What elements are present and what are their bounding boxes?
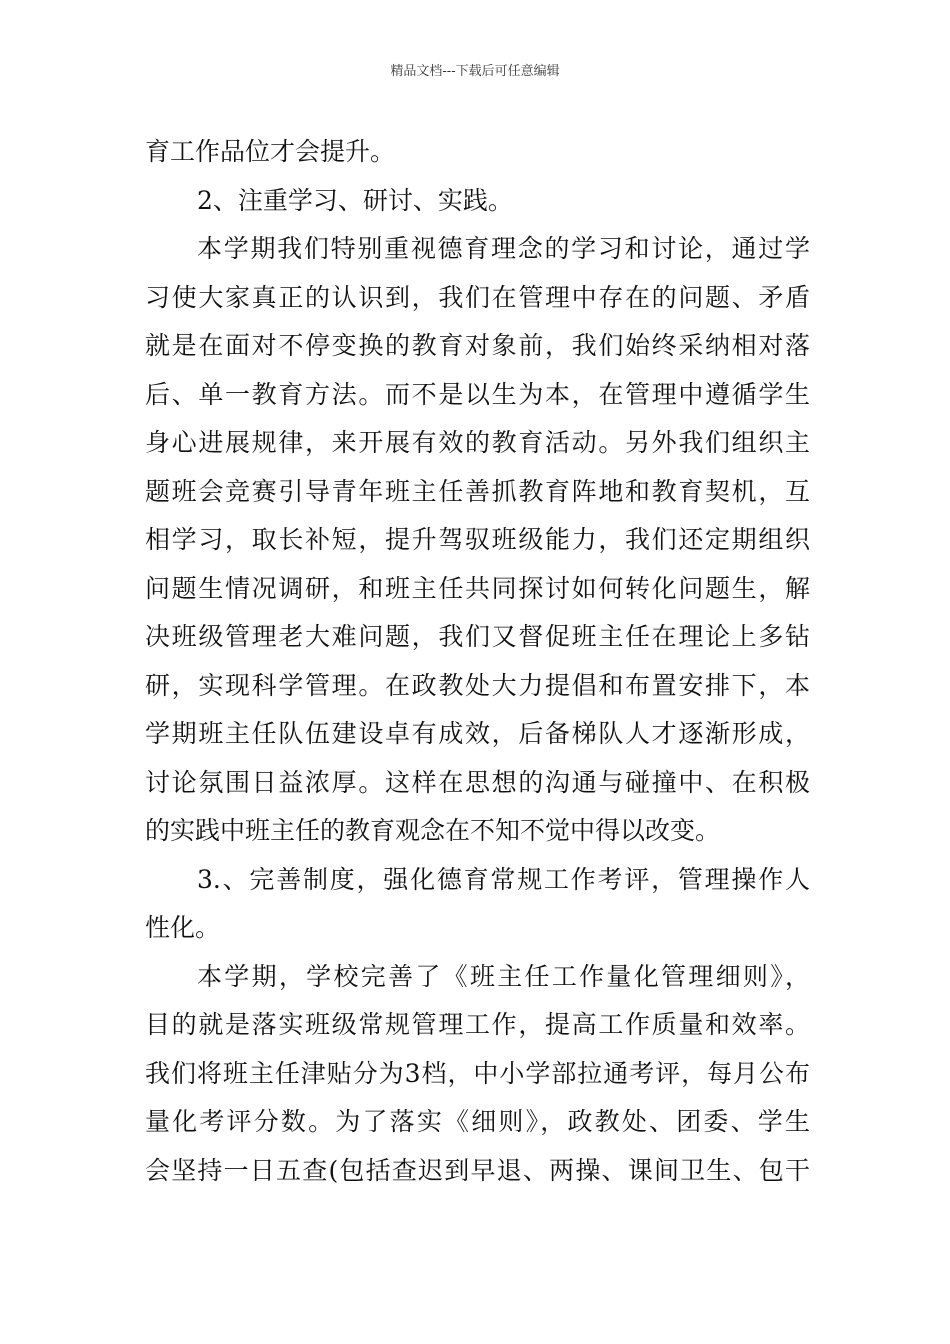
body-line: 目的就是落实班级常规管理工作，提高工作质量和效率。 — [145, 1010, 810, 1039]
paragraph-first-line: 本学期我们特别重视德育理念的学习和讨论，通过学 — [197, 234, 810, 263]
body-line: 量化考评分数。为了落实《细则》，政教处、团委、学生 — [145, 1107, 810, 1136]
document-body — [145, 128, 810, 1195]
section-heading-continued: 性化。 — [145, 913, 221, 942]
page-header: 精品文档---下载后可任意编辑 — [390, 64, 560, 79]
body-line: 的实践中班主任的教育观念在不知不觉中得以改变。 — [145, 816, 721, 845]
section-heading: 2、注重学习、研讨、实践。 — [197, 185, 513, 215]
body-line: 决班级管理老大难问题，我们又督促班主任在理论上多钻 — [145, 622, 810, 651]
body-line: 就是在面对不停变换的教育对象前，我们始终采纳相对落 — [145, 331, 810, 360]
paragraph-first-line: 本学期，学校完善了《班主任工作量化管理细则》， — [197, 961, 810, 991]
body-line: 育工作品位才会提升。 — [145, 137, 396, 166]
body-line: 习使大家真正的认识到，我们在管理中存在的问题、矛盾 — [145, 282, 810, 312]
section-heading: 3.、完善制度，强化德育常规工作考评，管理操作人 — [197, 864, 810, 894]
body-line: 身心进展规律，来开展有效的教育活动。另外我们组织主 — [145, 428, 810, 457]
body-line: 学期班主任队伍建设卓有成效，后备梯队人才逐渐形成， — [145, 719, 810, 748]
body-line: 我们将班主任津贴分为3档，中小学部拉通考评，每月公布 — [145, 1058, 810, 1088]
body-line: 讨论氛围日益浓厚。这样在思想的沟通与碰撞中、在积极 — [145, 767, 810, 797]
body-line: 后、单一教育方法。而不是以生为本，在管理中遵循学生 — [145, 379, 810, 409]
body-line: 题班会竞赛引导青年班主任善抓教育阵地和教育契机，互 — [145, 476, 810, 506]
body-line: 会坚持一日五查(包括查迟到早退、两操、课间卫生、包干 — [145, 1155, 810, 1185]
body-line: 问题生情况调研，和班主任共同探讨如何转化问题生，解 — [145, 573, 810, 603]
body-line: 相学习，取长补短，提升驾驭班级能力，我们还定期组织 — [145, 525, 810, 554]
body-line: 研，实现科学管理。在政教处大力提倡和布置安排下，本 — [145, 670, 810, 700]
